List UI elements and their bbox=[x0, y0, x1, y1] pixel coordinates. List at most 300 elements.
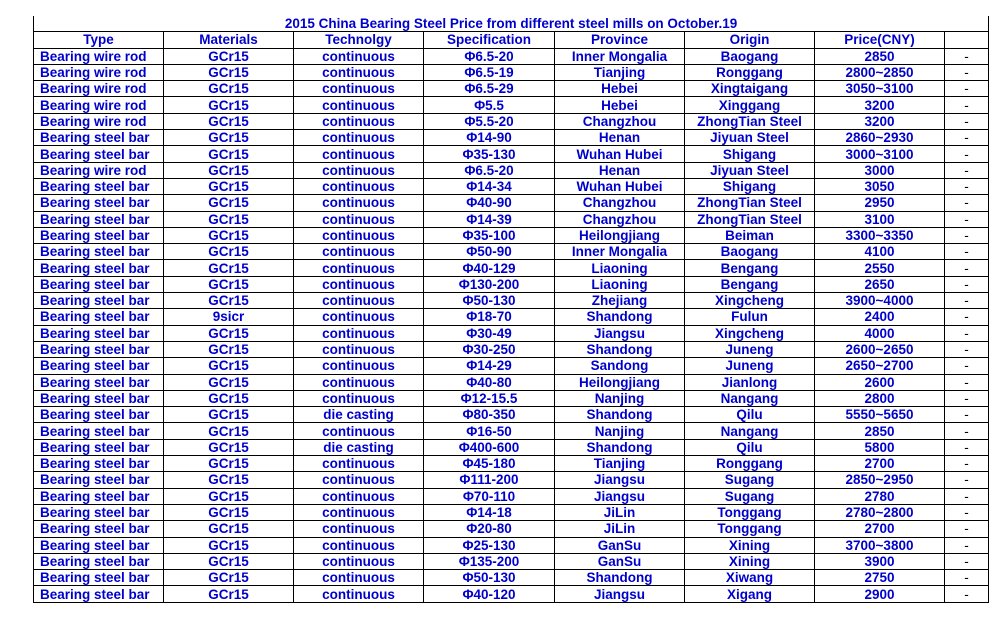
cell-change: - bbox=[945, 113, 989, 129]
table-row bbox=[34, 553, 989, 569]
cell-origin: Xiwang bbox=[685, 570, 815, 586]
cell-specification: Φ6.5-19 bbox=[424, 64, 555, 80]
cell-type: Bearing steel bar bbox=[34, 358, 164, 374]
cell-type: Bearing steel bar bbox=[34, 521, 164, 537]
cell-price: 3700~3800 bbox=[815, 537, 945, 553]
cell-type: Bearing steel bar bbox=[34, 472, 164, 488]
cell-material: GCr15 bbox=[164, 276, 294, 292]
table-row bbox=[34, 488, 989, 504]
cell-change: - bbox=[945, 358, 989, 374]
cell-material: 9sicr bbox=[164, 309, 294, 325]
cell-origin: Qilu bbox=[685, 407, 815, 423]
cell-price: 2850 bbox=[815, 423, 945, 439]
cell-province: Sandong bbox=[555, 358, 685, 374]
cell-change: - bbox=[945, 195, 989, 211]
cell-type: Bearing steel bar bbox=[34, 130, 164, 146]
cell-origin: Beiman bbox=[685, 227, 815, 243]
cell-technology: continuous bbox=[294, 488, 424, 504]
table-row bbox=[34, 146, 989, 162]
cell-type: Bearing steel bar bbox=[34, 390, 164, 406]
cell-specification: Φ50-90 bbox=[424, 244, 555, 260]
cell-type: Bearing steel bar bbox=[34, 374, 164, 390]
cell-province: Changzhou bbox=[555, 195, 685, 211]
cell-material: GCr15 bbox=[164, 162, 294, 178]
cell-material: GCr15 bbox=[164, 260, 294, 276]
cell-province: Nanjing bbox=[555, 390, 685, 406]
cell-type: Bearing steel bar bbox=[34, 325, 164, 341]
cell-material: GCr15 bbox=[164, 81, 294, 97]
cell-province: Hebei bbox=[555, 81, 685, 97]
cell-technology: continuous bbox=[294, 81, 424, 97]
cell-change: - bbox=[945, 97, 989, 113]
cell-specification: Φ5.5-20 bbox=[424, 113, 555, 129]
cell-province: Jiangsu bbox=[555, 488, 685, 504]
cell-price: 2750 bbox=[815, 570, 945, 586]
cell-material: GCr15 bbox=[164, 390, 294, 406]
table-row bbox=[34, 586, 989, 602]
cell-technology: continuous bbox=[294, 130, 424, 146]
table-row bbox=[34, 341, 989, 357]
cell-specification: Φ111-200 bbox=[424, 472, 555, 488]
cell-material: GCr15 bbox=[164, 211, 294, 227]
cell-province: Changzhou bbox=[555, 113, 685, 129]
cell-change: - bbox=[945, 586, 989, 602]
cell-price: 2800 bbox=[815, 390, 945, 406]
cell-change: - bbox=[945, 48, 989, 64]
cell-type: Bearing steel bar bbox=[34, 146, 164, 162]
table-row bbox=[34, 504, 989, 520]
cell-origin: Xingcheng bbox=[685, 293, 815, 309]
cell-type: Bearing steel bar bbox=[34, 570, 164, 586]
cell-specification: Φ16-50 bbox=[424, 423, 555, 439]
cell-change: - bbox=[945, 439, 989, 455]
cell-province: Shandong bbox=[555, 439, 685, 455]
cell-price: 3050 bbox=[815, 178, 945, 194]
cell-province: GanSu bbox=[555, 537, 685, 553]
cell-origin: Sugang bbox=[685, 472, 815, 488]
header-type: Type bbox=[34, 32, 164, 48]
cell-origin: Xining bbox=[685, 553, 815, 569]
table-row bbox=[34, 439, 989, 455]
cell-material: GCr15 bbox=[164, 521, 294, 537]
cell-technology: continuous bbox=[294, 97, 424, 113]
cell-technology: continuous bbox=[294, 570, 424, 586]
cell-material: GCr15 bbox=[164, 227, 294, 243]
cell-technology: continuous bbox=[294, 113, 424, 129]
cell-type: Bearing steel bar bbox=[34, 439, 164, 455]
cell-price: 2850 bbox=[815, 48, 945, 64]
cell-price: 5550~5650 bbox=[815, 407, 945, 423]
cell-specification: Φ45-180 bbox=[424, 456, 555, 472]
cell-province: Nanjing bbox=[555, 423, 685, 439]
cell-origin: Fulun bbox=[685, 309, 815, 325]
cell-specification: Φ14-90 bbox=[424, 130, 555, 146]
cell-origin: Jianlong bbox=[685, 374, 815, 390]
cell-province: Tianjing bbox=[555, 456, 685, 472]
table-row bbox=[34, 227, 989, 243]
cell-specification: Φ14-34 bbox=[424, 178, 555, 194]
cell-specification: Φ135-200 bbox=[424, 553, 555, 569]
cell-province: Zhejiang bbox=[555, 293, 685, 309]
cell-specification: Φ40-120 bbox=[424, 586, 555, 602]
cell-price: 4000 bbox=[815, 325, 945, 341]
cell-material: GCr15 bbox=[164, 341, 294, 357]
cell-price: 2780 bbox=[815, 488, 945, 504]
cell-change: - bbox=[945, 178, 989, 194]
cell-type: Bearing steel bar bbox=[34, 456, 164, 472]
cell-technology: continuous bbox=[294, 48, 424, 64]
cell-technology: continuous bbox=[294, 325, 424, 341]
cell-technology: continuous bbox=[294, 374, 424, 390]
table-row bbox=[34, 260, 989, 276]
cell-change: - bbox=[945, 537, 989, 553]
cell-origin: Bengang bbox=[685, 276, 815, 292]
cell-province: Henan bbox=[555, 162, 685, 178]
cell-type: Bearing steel bar bbox=[34, 276, 164, 292]
cell-origin: Xinggang bbox=[685, 97, 815, 113]
cell-province: JiLin bbox=[555, 521, 685, 537]
cell-technology: continuous bbox=[294, 195, 424, 211]
table-row bbox=[34, 537, 989, 553]
cell-province: Wuhan Hubei bbox=[555, 178, 685, 194]
cell-technology: continuous bbox=[294, 423, 424, 439]
cell-specification: Φ6.5-29 bbox=[424, 81, 555, 97]
cell-change: - bbox=[945, 211, 989, 227]
cell-material: GCr15 bbox=[164, 374, 294, 390]
cell-material: GCr15 bbox=[164, 423, 294, 439]
cell-technology: continuous bbox=[294, 341, 424, 357]
cell-change: - bbox=[945, 341, 989, 357]
cell-type: Bearing steel bar bbox=[34, 195, 164, 211]
price-table bbox=[33, 16, 989, 603]
cell-technology: continuous bbox=[294, 227, 424, 243]
cell-province: Shandong bbox=[555, 407, 685, 423]
cell-change: - bbox=[945, 162, 989, 178]
cell-technology: continuous bbox=[294, 504, 424, 520]
cell-price: 3200 bbox=[815, 113, 945, 129]
cell-material: GCr15 bbox=[164, 195, 294, 211]
cell-type: Bearing steel bar bbox=[34, 244, 164, 260]
cell-price: 3000 bbox=[815, 162, 945, 178]
cell-specification: Φ14-39 bbox=[424, 211, 555, 227]
cell-technology: continuous bbox=[294, 64, 424, 80]
cell-change: - bbox=[945, 81, 989, 97]
cell-technology: continuous bbox=[294, 276, 424, 292]
cell-province: Liaoning bbox=[555, 276, 685, 292]
cell-province: Henan bbox=[555, 130, 685, 146]
cell-origin: Xingtaigang bbox=[685, 81, 815, 97]
cell-technology: die casting bbox=[294, 407, 424, 423]
cell-specification: Φ50-130 bbox=[424, 293, 555, 309]
table-row bbox=[34, 276, 989, 292]
header-row bbox=[34, 32, 989, 48]
cell-price: 2650 bbox=[815, 276, 945, 292]
cell-material: GCr15 bbox=[164, 244, 294, 260]
cell-material: GCr15 bbox=[164, 293, 294, 309]
table-row bbox=[34, 211, 989, 227]
cell-price: 4100 bbox=[815, 244, 945, 260]
cell-change: - bbox=[945, 64, 989, 80]
cell-price: 2400 bbox=[815, 309, 945, 325]
cell-technology: continuous bbox=[294, 456, 424, 472]
cell-material: GCr15 bbox=[164, 64, 294, 80]
cell-type: Bearing wire rod bbox=[34, 81, 164, 97]
cell-province: Liaoning bbox=[555, 260, 685, 276]
cell-material: GCr15 bbox=[164, 570, 294, 586]
cell-price: 3300~3350 bbox=[815, 227, 945, 243]
cell-material: GCr15 bbox=[164, 504, 294, 520]
table-row bbox=[34, 521, 989, 537]
cell-material: GCr15 bbox=[164, 358, 294, 374]
cell-origin: Nangang bbox=[685, 423, 815, 439]
cell-type: Bearing wire rod bbox=[34, 113, 164, 129]
cell-type: Bearing wire rod bbox=[34, 97, 164, 113]
cell-province: Hebei bbox=[555, 97, 685, 113]
table-row bbox=[34, 472, 989, 488]
cell-province: Wuhan Hubei bbox=[555, 146, 685, 162]
cell-price: 2600~2650 bbox=[815, 341, 945, 357]
cell-specification: Φ70-110 bbox=[424, 488, 555, 504]
cell-technology: continuous bbox=[294, 521, 424, 537]
cell-origin: Shigang bbox=[685, 178, 815, 194]
table-row bbox=[34, 456, 989, 472]
cell-change: - bbox=[945, 276, 989, 292]
table-row bbox=[34, 325, 989, 341]
header-blank bbox=[945, 32, 989, 48]
cell-origin: ZhongTian Steel bbox=[685, 211, 815, 227]
cell-price: 2700 bbox=[815, 521, 945, 537]
cell-price: 2780~2800 bbox=[815, 504, 945, 520]
cell-material: GCr15 bbox=[164, 97, 294, 113]
cell-technology: continuous bbox=[294, 293, 424, 309]
cell-specification: Φ25-130 bbox=[424, 537, 555, 553]
cell-price: 2650~2700 bbox=[815, 358, 945, 374]
cell-technology: continuous bbox=[294, 244, 424, 260]
cell-change: - bbox=[945, 553, 989, 569]
cell-price: 2600 bbox=[815, 374, 945, 390]
cell-origin: Jiyuan Steel bbox=[685, 162, 815, 178]
title-row bbox=[34, 16, 989, 32]
cell-specification: Φ20-80 bbox=[424, 521, 555, 537]
cell-type: Bearing steel bar bbox=[34, 504, 164, 520]
cell-origin: Baogang bbox=[685, 244, 815, 260]
cell-province: Heilongjiang bbox=[555, 374, 685, 390]
cell-change: - bbox=[945, 374, 989, 390]
cell-price: 3200 bbox=[815, 97, 945, 113]
table-row bbox=[34, 130, 989, 146]
cell-change: - bbox=[945, 325, 989, 341]
table-row bbox=[34, 113, 989, 129]
cell-province: Inner Mongalia bbox=[555, 48, 685, 64]
header-technology: Technolgy bbox=[294, 32, 424, 48]
cell-specification: Φ130-200 bbox=[424, 276, 555, 292]
cell-specification: Φ35-100 bbox=[424, 227, 555, 243]
cell-specification: Φ400-600 bbox=[424, 439, 555, 455]
cell-price: 2550 bbox=[815, 260, 945, 276]
cell-origin: Xining bbox=[685, 537, 815, 553]
cell-origin: Qilu bbox=[685, 439, 815, 455]
table-row bbox=[34, 64, 989, 80]
cell-province: Changzhou bbox=[555, 211, 685, 227]
cell-type: Bearing wire rod bbox=[34, 64, 164, 80]
header-origin: Origin bbox=[685, 32, 815, 48]
cell-type: Bearing steel bar bbox=[34, 293, 164, 309]
cell-specification: Φ35-130 bbox=[424, 146, 555, 162]
cell-material: GCr15 bbox=[164, 537, 294, 553]
cell-technology: continuous bbox=[294, 162, 424, 178]
cell-province: JiLin bbox=[555, 504, 685, 520]
cell-material: GCr15 bbox=[164, 439, 294, 455]
cell-origin: Juneng bbox=[685, 358, 815, 374]
cell-material: GCr15 bbox=[164, 586, 294, 602]
cell-type: Bearing steel bar bbox=[34, 341, 164, 357]
header-price: Price(CNY) bbox=[815, 32, 945, 48]
cell-price: 3000~3100 bbox=[815, 146, 945, 162]
cell-origin: Ronggang bbox=[685, 456, 815, 472]
cell-change: - bbox=[945, 260, 989, 276]
cell-type: Bearing steel bar bbox=[34, 260, 164, 276]
cell-change: - bbox=[945, 570, 989, 586]
cell-change: - bbox=[945, 488, 989, 504]
cell-change: - bbox=[945, 227, 989, 243]
cell-specification: Φ50-130 bbox=[424, 570, 555, 586]
cell-province: Shandong bbox=[555, 570, 685, 586]
cell-origin: ZhongTian Steel bbox=[685, 113, 815, 129]
cell-technology: continuous bbox=[294, 553, 424, 569]
cell-change: - bbox=[945, 293, 989, 309]
cell-specification: Φ6.5-20 bbox=[424, 48, 555, 64]
table-row bbox=[34, 358, 989, 374]
cell-province: Shandong bbox=[555, 309, 685, 325]
header-materials: Materials bbox=[164, 32, 294, 48]
table-row bbox=[34, 162, 989, 178]
cell-change: - bbox=[945, 423, 989, 439]
cell-province: Tianjing bbox=[555, 64, 685, 80]
cell-origin: Sugang bbox=[685, 488, 815, 504]
cell-technology: continuous bbox=[294, 586, 424, 602]
cell-origin: Tonggang bbox=[685, 504, 815, 520]
cell-specification: Φ40-90 bbox=[424, 195, 555, 211]
cell-origin: Ronggang bbox=[685, 64, 815, 80]
cell-price: 3900~4000 bbox=[815, 293, 945, 309]
table-row bbox=[34, 309, 989, 325]
cell-price: 2900 bbox=[815, 586, 945, 602]
table-row bbox=[34, 293, 989, 309]
cell-type: Bearing steel bar bbox=[34, 309, 164, 325]
cell-material: GCr15 bbox=[164, 553, 294, 569]
cell-origin: Xingcheng bbox=[685, 325, 815, 341]
cell-technology: die casting bbox=[294, 439, 424, 455]
cell-price: 2860~2930 bbox=[815, 130, 945, 146]
cell-technology: continuous bbox=[294, 358, 424, 374]
cell-technology: continuous bbox=[294, 146, 424, 162]
cell-specification: Φ18-70 bbox=[424, 309, 555, 325]
cell-type: Bearing steel bar bbox=[34, 423, 164, 439]
cell-change: - bbox=[945, 504, 989, 520]
cell-type: Bearing steel bar bbox=[34, 586, 164, 602]
table-row bbox=[34, 374, 989, 390]
table-row bbox=[34, 48, 989, 64]
cell-material: GCr15 bbox=[164, 472, 294, 488]
cell-specification: Φ12-15.5 bbox=[424, 390, 555, 406]
cell-province: Shandong bbox=[555, 341, 685, 357]
cell-type: Bearing steel bar bbox=[34, 488, 164, 504]
cell-price: 3900 bbox=[815, 553, 945, 569]
cell-material: GCr15 bbox=[164, 146, 294, 162]
header-specification: Specification bbox=[424, 32, 555, 48]
cell-change: - bbox=[945, 472, 989, 488]
cell-material: GCr15 bbox=[164, 407, 294, 423]
table-body bbox=[34, 48, 989, 602]
cell-change: - bbox=[945, 130, 989, 146]
cell-price: 3100 bbox=[815, 211, 945, 227]
cell-type: Bearing steel bar bbox=[34, 178, 164, 194]
cell-province: Heilongjiang bbox=[555, 227, 685, 243]
cell-material: GCr15 bbox=[164, 130, 294, 146]
cell-price: 2850~2950 bbox=[815, 472, 945, 488]
cell-type: Bearing steel bar bbox=[34, 553, 164, 569]
cell-material: GCr15 bbox=[164, 178, 294, 194]
cell-material: GCr15 bbox=[164, 113, 294, 129]
cell-origin: Jiyuan Steel bbox=[685, 130, 815, 146]
cell-material: GCr15 bbox=[164, 456, 294, 472]
cell-type: Bearing wire rod bbox=[34, 48, 164, 64]
cell-province: Inner Mongalia bbox=[555, 244, 685, 260]
table-row bbox=[34, 407, 989, 423]
header-province: Province bbox=[555, 32, 685, 48]
cell-type: Bearing steel bar bbox=[34, 407, 164, 423]
cell-specification: Φ14-18 bbox=[424, 504, 555, 520]
cell-change: - bbox=[945, 146, 989, 162]
cell-origin: Xigang bbox=[685, 586, 815, 602]
cell-price: 3050~3100 bbox=[815, 81, 945, 97]
cell-specification: Φ40-129 bbox=[424, 260, 555, 276]
table-row bbox=[34, 423, 989, 439]
cell-type: Bearing steel bar bbox=[34, 211, 164, 227]
cell-change: - bbox=[945, 456, 989, 472]
cell-origin: ZhongTian Steel bbox=[685, 195, 815, 211]
cell-technology: continuous bbox=[294, 178, 424, 194]
cell-specification: Φ14-29 bbox=[424, 358, 555, 374]
cell-price: 5800 bbox=[815, 439, 945, 455]
cell-technology: continuous bbox=[294, 537, 424, 553]
cell-specification: Φ6.5-20 bbox=[424, 162, 555, 178]
cell-type: Bearing wire rod bbox=[34, 162, 164, 178]
cell-change: - bbox=[945, 407, 989, 423]
cell-material: GCr15 bbox=[164, 488, 294, 504]
cell-technology: continuous bbox=[294, 260, 424, 276]
cell-change: - bbox=[945, 309, 989, 325]
cell-technology: continuous bbox=[294, 309, 424, 325]
cell-price: 2700 bbox=[815, 456, 945, 472]
cell-origin: Bengang bbox=[685, 260, 815, 276]
cell-origin: Tonggang bbox=[685, 521, 815, 537]
cell-material: GCr15 bbox=[164, 325, 294, 341]
cell-specification: Φ30-250 bbox=[424, 341, 555, 357]
cell-specification: Φ5.5 bbox=[424, 97, 555, 113]
cell-type: Bearing steel bar bbox=[34, 537, 164, 553]
table-row bbox=[34, 178, 989, 194]
cell-type: Bearing steel bar bbox=[34, 227, 164, 243]
cell-origin: Shigang bbox=[685, 146, 815, 162]
table-row bbox=[34, 81, 989, 97]
cell-specification: Φ80-350 bbox=[424, 407, 555, 423]
table-row bbox=[34, 195, 989, 211]
cell-province: Jiangsu bbox=[555, 325, 685, 341]
table-title: 2015 China Bearing Steel Price from different steel mills on October.19 bbox=[34, 16, 989, 32]
table-row bbox=[34, 244, 989, 260]
cell-province: GanSu bbox=[555, 553, 685, 569]
